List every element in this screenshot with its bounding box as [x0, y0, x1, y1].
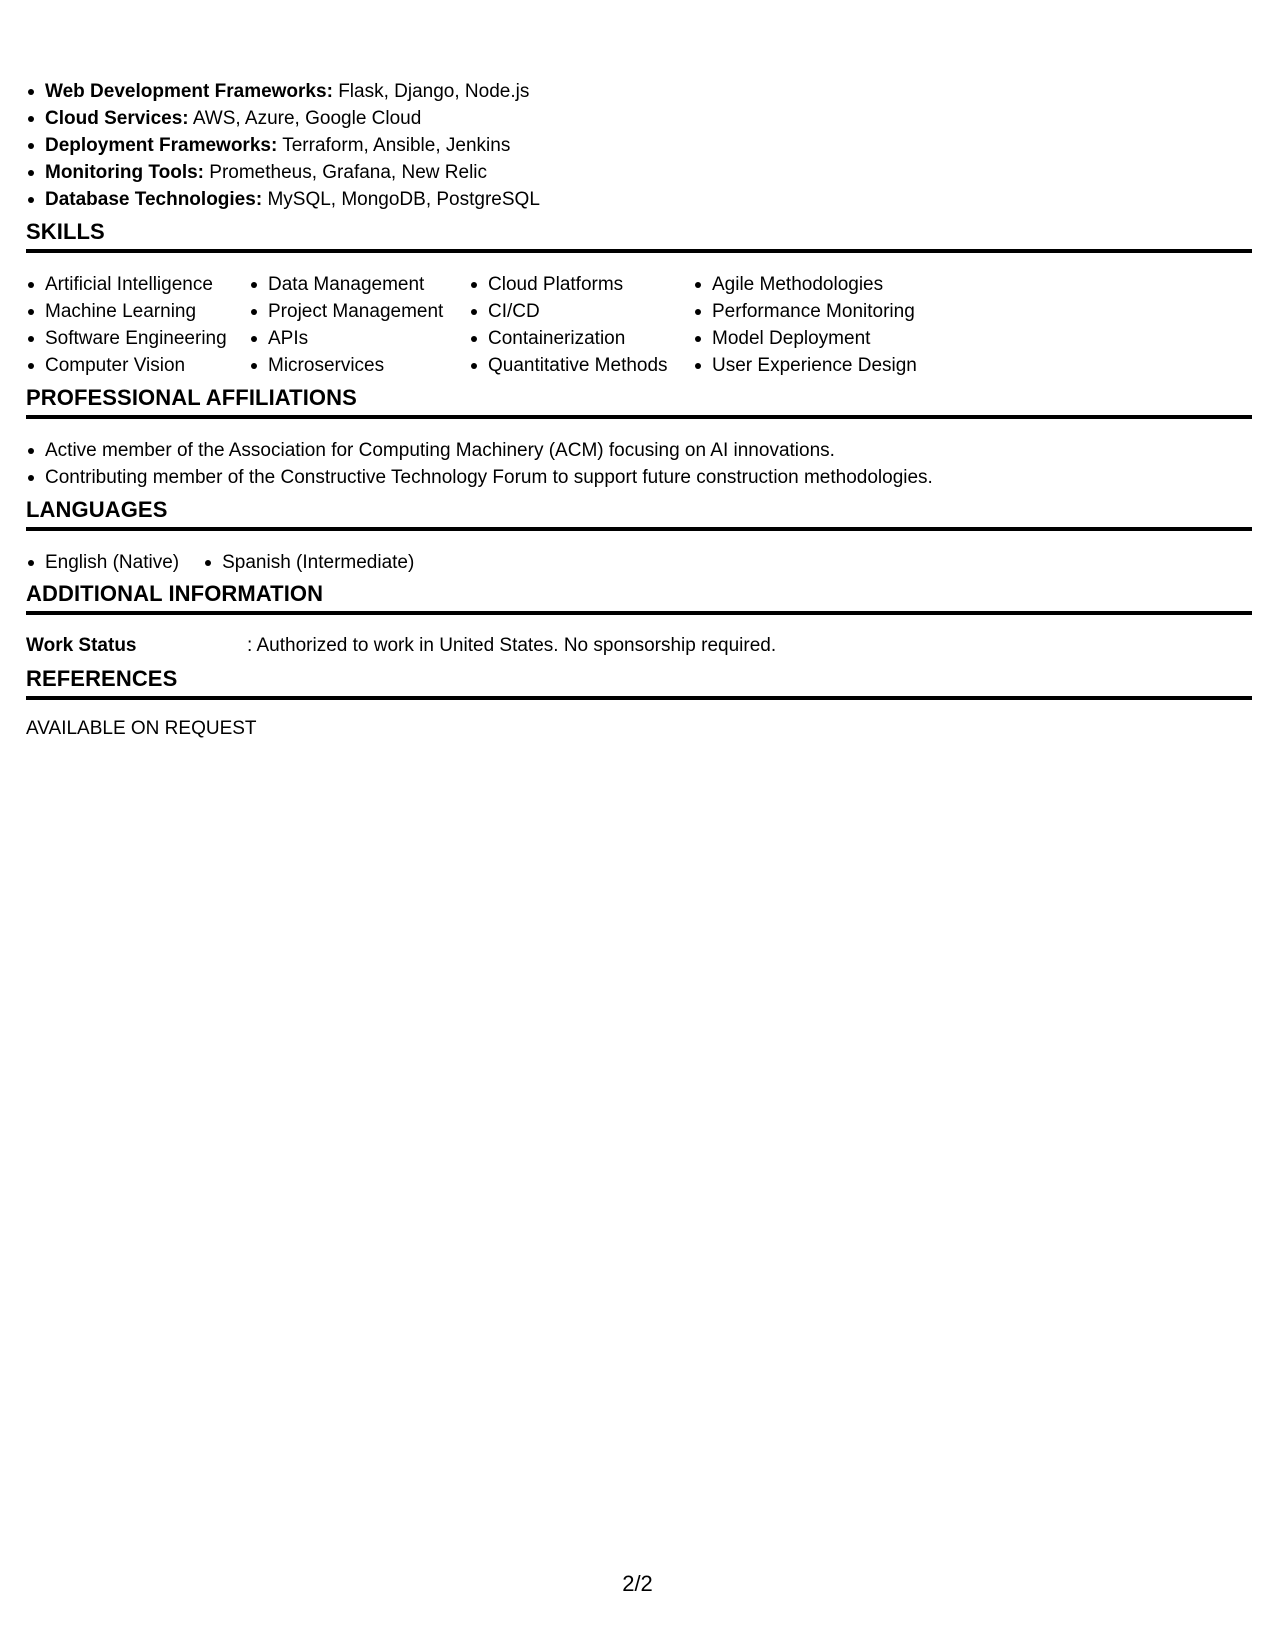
skills-grid	[26, 271, 933, 379]
affiliation-item: Contributing member of the Constructive Technology Forum to support future construction methodologies.	[26, 464, 933, 491]
skills-column	[469, 271, 693, 379]
tech-value: Prometheus, Grafana, New Relic	[209, 162, 488, 183]
tech-label: Monitoring Tools:	[45, 162, 204, 183]
references-heading: REFERENCES	[26, 665, 1252, 700]
references-text: AVAILABLE ON REQUEST	[26, 718, 257, 739]
skill-item: Agile Methodologies	[693, 271, 933, 298]
tech-item	[26, 105, 540, 132]
page-number: 2/2	[622, 1571, 653, 1596]
skills-column	[693, 271, 933, 379]
tech-value: Terraform, Ansible, Jenkins	[282, 135, 511, 156]
affiliation-item: Active member of the Association for Computing Machinery (ACM) focusing on AI innovations.	[26, 437, 933, 464]
languages-list	[26, 549, 438, 576]
tech-item	[26, 159, 540, 186]
skills-column	[249, 271, 469, 379]
technologies-list	[26, 78, 540, 213]
skill-item: Data Management	[249, 271, 469, 298]
skill-item: Computer Vision	[26, 352, 249, 379]
skill-item: APIs	[249, 325, 469, 352]
tech-value: MySQL, MongoDB, PostgreSQL	[267, 189, 540, 210]
affiliations-list	[26, 437, 933, 491]
skill-item: Machine Learning	[26, 298, 249, 325]
tech-label: Database Technologies:	[45, 189, 263, 210]
tech-item	[26, 78, 540, 105]
tech-value: Flask, Django, Node.js	[338, 81, 530, 102]
tech-item	[26, 132, 540, 159]
skill-item: Project Management	[249, 298, 469, 325]
affiliations-heading: PROFESSIONAL AFFILIATIONS	[26, 384, 1252, 419]
skill-item: Containerization	[469, 325, 693, 352]
work-status-label: Work Status	[26, 635, 137, 656]
skill-item: CI/CD	[469, 298, 693, 325]
additional-info-heading: ADDITIONAL INFORMATION	[26, 580, 1252, 615]
skill-item: Model Deployment	[693, 325, 933, 352]
skill-item: Quantitative Methods	[469, 352, 693, 379]
language-item: Spanish (Intermediate)	[203, 549, 414, 576]
language-item: English (Native)	[26, 549, 179, 576]
tech-label: Cloud Services:	[45, 108, 189, 129]
skill-item: Microservices	[249, 352, 469, 379]
work-status-row	[26, 632, 776, 659]
skill-item: Software Engineering	[26, 325, 249, 352]
tech-item	[26, 186, 540, 213]
tech-value: AWS, Azure, Google Cloud	[192, 108, 422, 129]
tech-label: Web Development Frameworks:	[45, 81, 333, 102]
skill-item: Performance Monitoring	[693, 298, 933, 325]
skill-item: User Experience Design	[693, 352, 933, 379]
work-status-value: : Authorized to work in United States. No sponsorship required.	[247, 635, 777, 656]
tech-label: Deployment Frameworks:	[45, 135, 278, 156]
skills-heading: SKILLS	[26, 218, 1252, 253]
skill-item: Artificial Intelligence	[26, 271, 249, 298]
skills-column	[26, 271, 249, 379]
languages-heading: LANGUAGES	[26, 496, 1252, 531]
skill-item: Cloud Platforms	[469, 271, 693, 298]
